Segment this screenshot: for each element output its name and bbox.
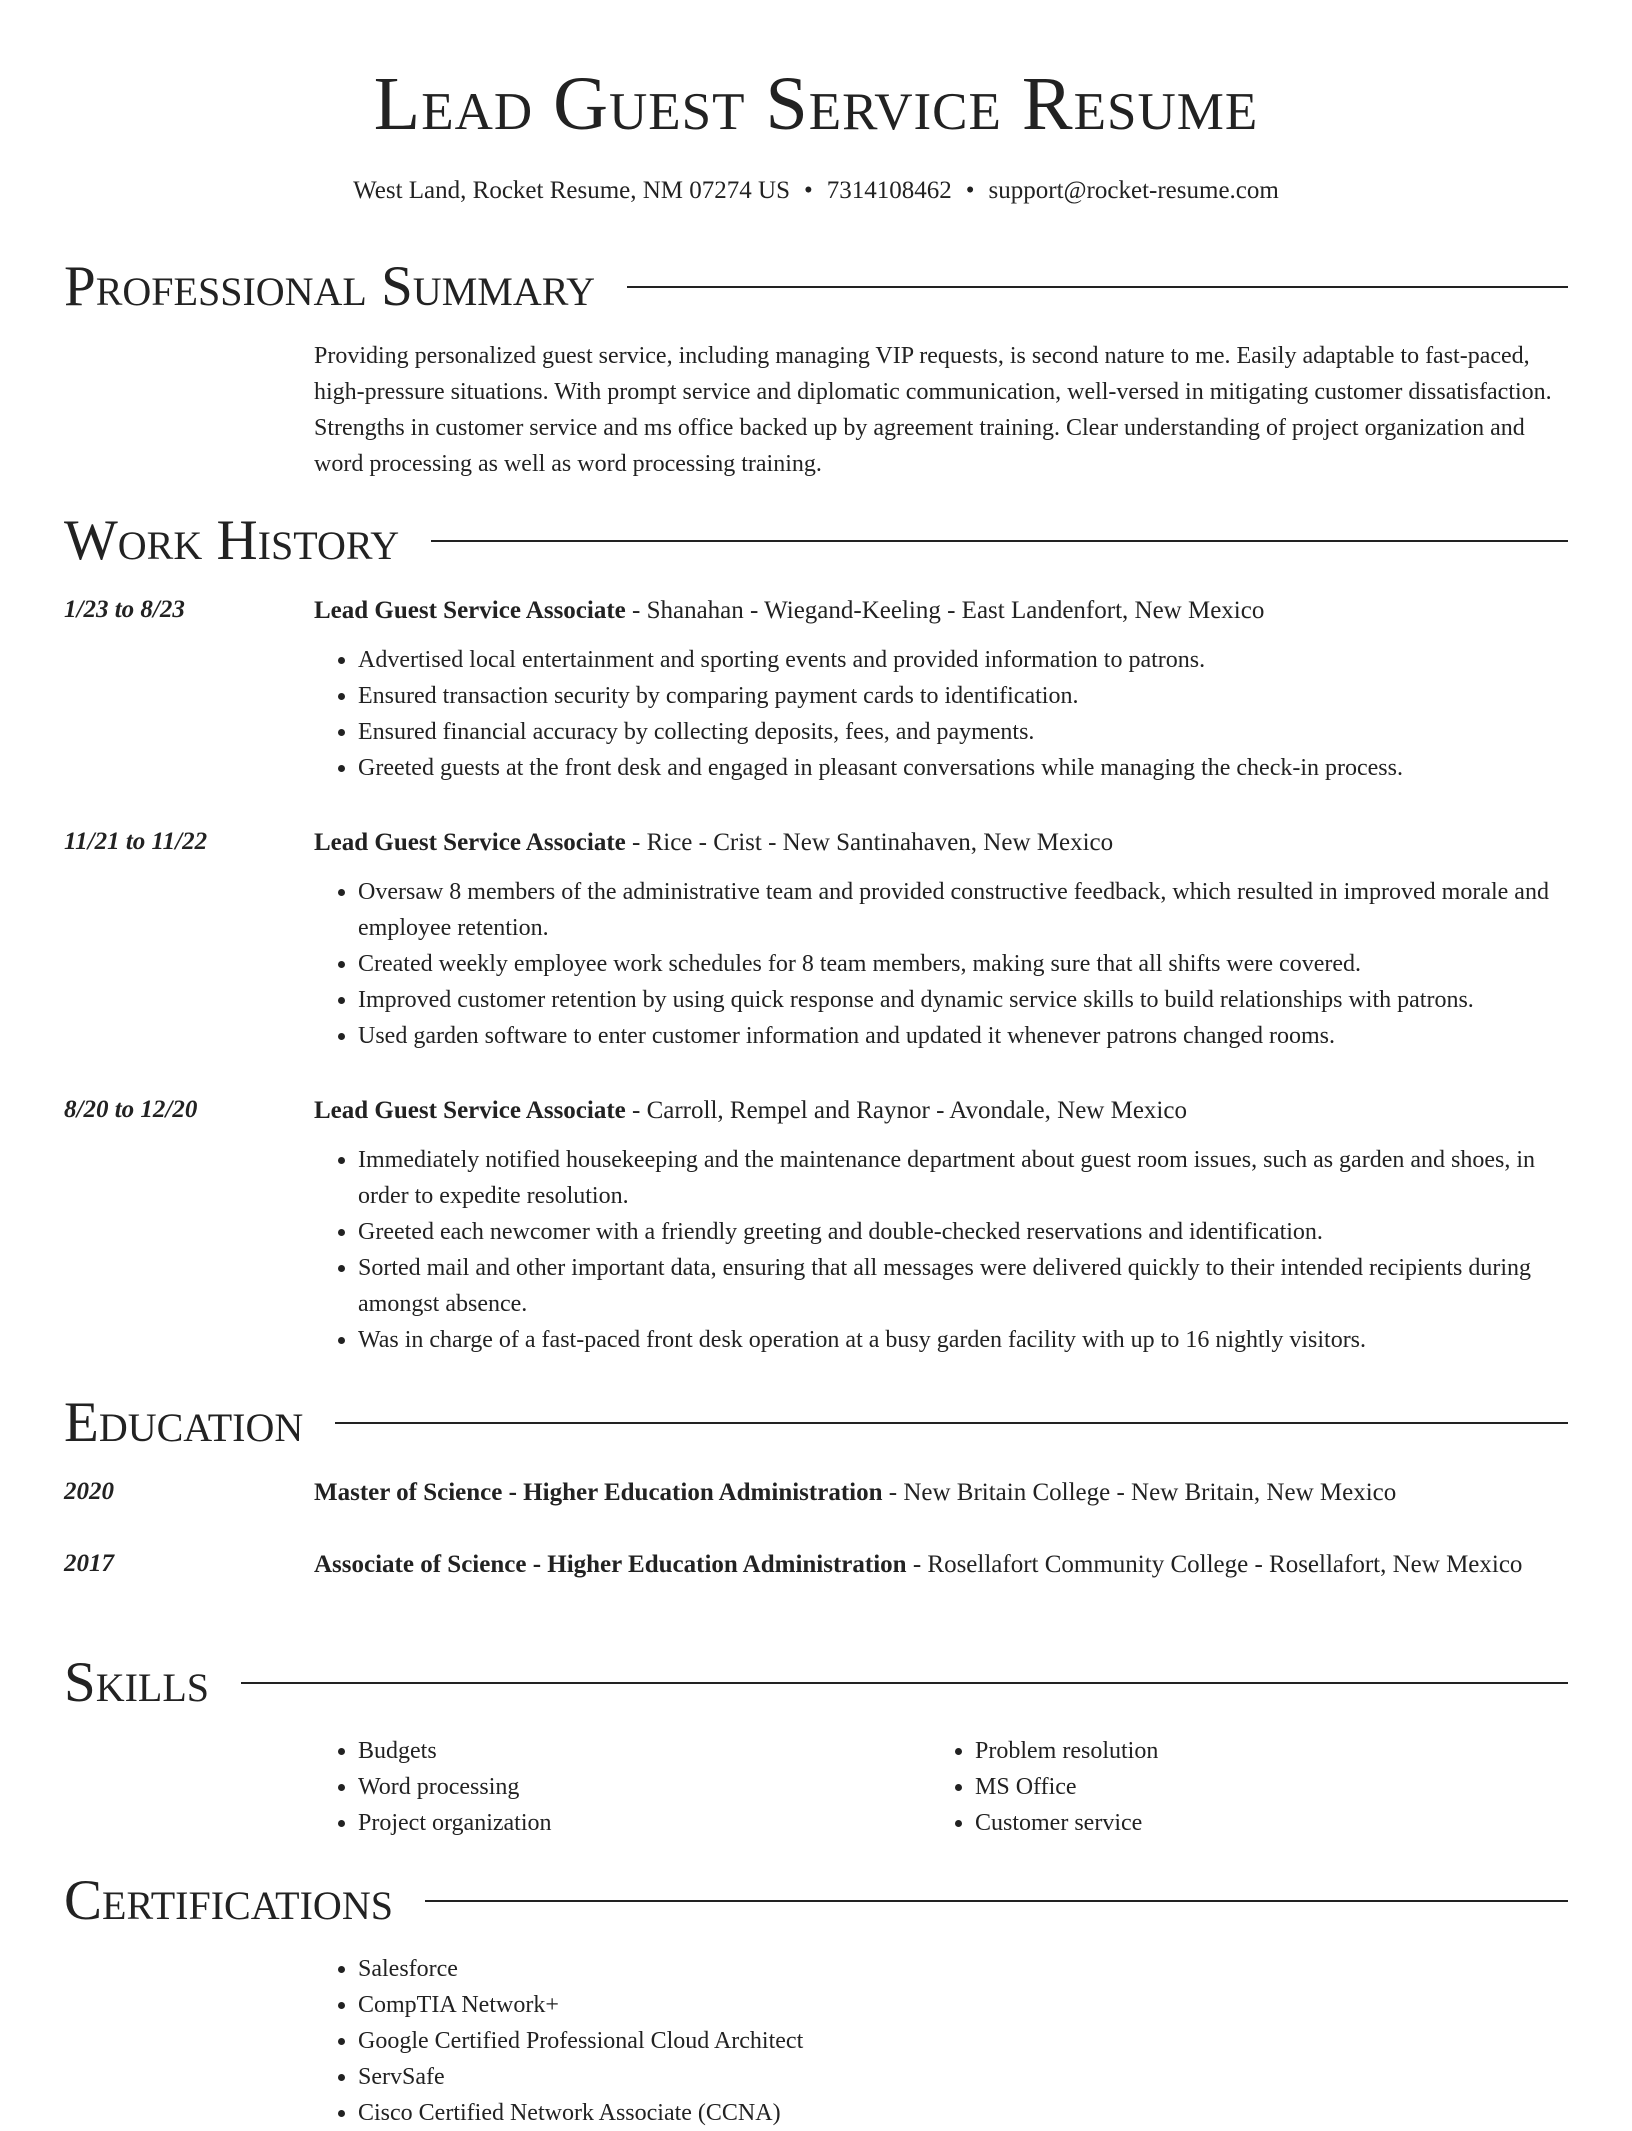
job-bullets [314, 642, 1568, 786]
section-divider [425, 1900, 1568, 1902]
section-title-certifications: Certifications [64, 1869, 393, 1932]
skill-item: • Customer service [975, 1805, 1491, 1841]
job-bullet: • Greeted each newcomer with a friendly greeting and double-checked reservations and identification. [358, 1214, 1568, 1250]
job-bullet: • Sorted mail and other important data, ensuring that all messages were delivered quickly to their intended recipients during amongst absence. [358, 1250, 1568, 1322]
skills-column-left [314, 1733, 874, 1841]
certification-item: • Salesforce [358, 1951, 1568, 1987]
job-details: - Carroll, Rempel and Raynor - Avondale, New Mexico [625, 1097, 1187, 1124]
job-bullet: • Ensured financial accuracy by collecting deposits, fees, and payments. [358, 714, 1568, 750]
education-heading [314, 1546, 1568, 1584]
job-bullet: • Ensured transaction security by comparing payment cards to identification. [358, 678, 1568, 714]
skills-list [64, 1733, 1568, 1853]
section-header-certifications [64, 1868, 1568, 1934]
job-heading [314, 824, 1568, 862]
section-header-skills [64, 1650, 1568, 1716]
section-title-education: Education [64, 1391, 304, 1454]
job-bullet: • Created weekly employee work schedules for 8 team members, making sure that all shifts were covered. [358, 946, 1568, 982]
certification-item: • CompTIA Network+ [358, 1987, 1568, 2023]
certifications-column [314, 1951, 1568, 2131]
certification-item: • Cisco Certified Network Associate (CCNA) [358, 2095, 1568, 2131]
section-header-summary [64, 254, 1568, 320]
certifications-list [64, 1951, 1568, 2126]
job-bullet: • Greeted guests at the front desk and engaged in pleasant conversations while managing the check-in process. [358, 750, 1568, 786]
certification-item: • ServSafe [358, 2059, 1568, 2095]
section-header-education [64, 1390, 1568, 1456]
skill-item: • Word processing [358, 1769, 874, 1805]
job-bullet: • Was in charge of a fast-paced front desk operation at a busy garden facility with up to 16 nightly visitors. [358, 1322, 1568, 1358]
job-bullet: • Used garden software to enter customer information and updated it whenever patrons changed rooms. [358, 1018, 1568, 1054]
job-bullets [314, 1142, 1568, 1358]
education-heading [314, 1474, 1568, 1512]
education-degree: Associate of Science - Higher Education Administration [314, 1551, 907, 1578]
resume-title: Lead Guest Service Resume [373, 62, 1259, 146]
education-year: 2017 [64, 1550, 114, 1577]
job-title: Lead Guest Service Associate [314, 829, 626, 856]
skill-item: • MS Office [975, 1769, 1491, 1805]
section-divider [431, 540, 1568, 542]
skill-item: • Budgets [358, 1733, 874, 1769]
job-title: Lead Guest Service Associate [314, 597, 626, 624]
section-divider [241, 1682, 1568, 1684]
contact-address: West Land, Rocket Resume, NM 07274 US [353, 177, 790, 204]
education-degree: Master of Science - Higher Education Administration [314, 1479, 883, 1506]
contact-email: support@rocket-resume.com [988, 177, 1279, 204]
summary-text: Providing personalized guest service, including managing VIP requests, is second nature to me. Easily adaptable to fast-paced, high-pressure situations. With prompt service and diplomatic communication, well-versed in mitigating customer dissatisfaction. Strengths in customer service and ms office backed up by agreement training. Clear understanding of project organization and word processing as well as word processing training. [314, 343, 1552, 477]
section-divider [627, 286, 1568, 288]
job-heading [314, 1092, 1568, 1130]
job-dates: 8/20 to 12/20 [64, 1096, 198, 1123]
contact-line [0, 174, 1632, 208]
section-header-work [64, 508, 1568, 574]
job-bullet: • Oversaw 8 members of the administrative team and provided constructive feedback, which resulted in improved morale and employee retention. [358, 874, 1568, 946]
contact-separator: • [965, 177, 975, 204]
certification-item: • Google Certified Professional Cloud Architect [358, 2023, 1568, 2059]
contact-separator: • [804, 177, 813, 204]
education-year: 2020 [64, 1478, 114, 1505]
job-bullet: • Advertised local entertainment and sporting events and provided information to patrons. [358, 642, 1568, 678]
job-bullets [314, 874, 1568, 1054]
job-heading [314, 592, 1568, 630]
job-dates: 11/21 to 11/22 [64, 828, 208, 855]
job-details: - Rice - Crist - New Santinahaven, New Mexico [625, 829, 1114, 856]
job-bullet: • Improved customer retention by using quick response and dynamic service skills to build relationships with patrons. [358, 982, 1568, 1018]
job-dates: 1/23 to 8/23 [64, 596, 185, 623]
section-title-summary: Professional Summary [64, 255, 596, 318]
section-divider [335, 1422, 1568, 1424]
education-details: - Rosellafort Community College - Rosellafort, New Mexico [906, 1551, 1523, 1578]
job-bullet: • Immediately notified housekeeping and the maintenance department about guest room issues, such as garden and shoes, in order to expedite resolution. [358, 1142, 1568, 1214]
job-details: - Shanahan - Wiegand-Keeling - East Landenfort, New Mexico [625, 597, 1265, 624]
skill-item: • Problem resolution [975, 1733, 1491, 1769]
contact-phone: 7314108462 [826, 177, 952, 204]
education-details: - New Britain College - New Britain, New Mexico [882, 1479, 1397, 1506]
job-title: Lead Guest Service Associate [314, 1097, 626, 1124]
section-title-work: Work History [64, 509, 400, 572]
skills-column-right [931, 1733, 1491, 1841]
skill-item: • Project organization [358, 1805, 874, 1841]
section-title-skills: Skills [64, 1651, 210, 1714]
